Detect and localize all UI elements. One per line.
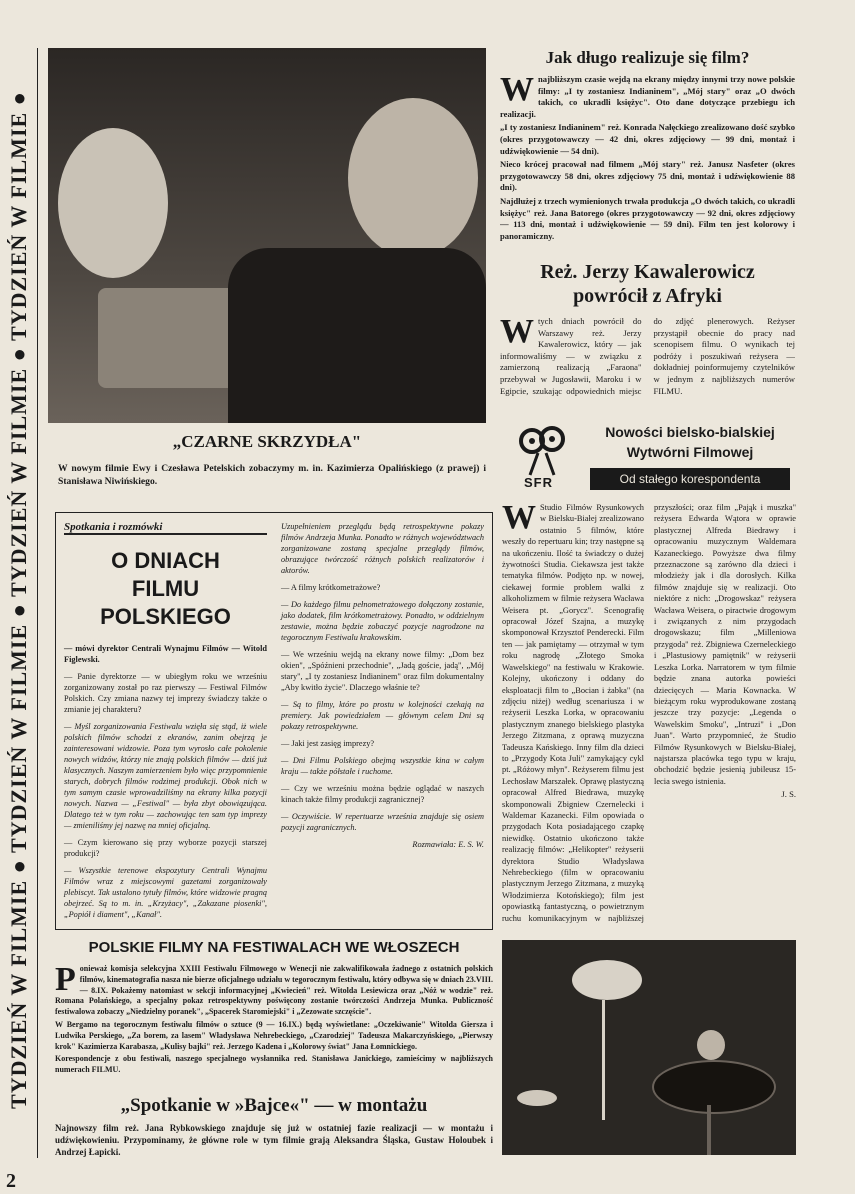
kawalerowicz-article xyxy=(500,260,795,405)
bajka-article xyxy=(55,1094,493,1164)
spotkania-signature: Rozmawiała: E. S. W. xyxy=(412,840,484,849)
vertical-rule xyxy=(37,48,38,1158)
spotkania-question: — A filmy krótkometrażowe? xyxy=(281,583,381,592)
jak-dlugo-dropcap: W xyxy=(500,71,534,108)
spotkania-question: — Jaki jest zasięg imprezy? xyxy=(281,739,375,748)
still-nest xyxy=(652,1060,776,1114)
jak-dlugo-article xyxy=(500,48,795,253)
czarne-title: „CZARNE SKRZYDŁA" xyxy=(172,432,362,451)
festiwale-title: POLSKIE FILMY NA FESTIWALACH WE WŁOSZECH xyxy=(88,939,460,956)
bocian-i-zabka-still xyxy=(502,940,796,1155)
festiwale-dropcap: P xyxy=(55,961,76,998)
nowosci-title xyxy=(580,422,800,490)
spotkania-answer: — Wszystkie terenowe ekspozytury Centrali Wynajmu Filmów wraz z miejscowymi gazetami zorganizowały plebiscyt. Tak ustalono tytuły filmów, które widzowie pragną obejrzeć. Są to m. in. „Krzyżacy", „Zakazane piosenki", „Popiół i diament", „Kanał". xyxy=(64,866,267,919)
spotkania-title-2: FILMU POLSKIEGO xyxy=(100,576,231,629)
spotkania-answer: — Oczywiście. W repertuarze września znajduje się osiem pozycji zagranicznych. xyxy=(281,812,484,832)
side-banner xyxy=(4,40,34,1160)
nowosci-title-1: Nowości bielsko-bialskiej xyxy=(605,424,775,440)
jak-dlugo-paragraph-1: Wnajbliższym czasie wejdą na ekrany między innymi trzy nowe polskie filmy: „I ty zostaniesz Indianinem", „Mój stary" oraz „O dwóch takich, co ukradli księżyc". Oto dane dotyczące przebiegu ich realizacji. xyxy=(500,71,795,119)
still-frog xyxy=(697,1030,725,1060)
bajka-title: „Spotkanie w »Bajce«" — w montażu xyxy=(120,1095,428,1116)
photo-body-right xyxy=(228,248,486,423)
still-tree-trunk xyxy=(707,1105,711,1155)
nowosci-body xyxy=(502,502,796,927)
jak-dlugo-paragraph-3: Nieco krócej pracował nad filmem „Mój stary" reż. Janusz Nasfeter (okres przygotowawczy 58 dni, okres zdjęciowy 75 dni, montaż i udźwiękowienie 88 dni). xyxy=(500,159,795,193)
spotkania-intro: — mówi dyrektor Centrali Wynajmu Filmów — Witold Figlewski. xyxy=(64,644,267,664)
spotkania-answer: Uzupełnieniem przeglądu będą retrospektywne pokazy filmów Andrzeja Munka. Ponadto w różnych województwach zorganizowane zostaną specjalne przeglądy filmów, obrazujące twórczość różnych polskich realizatorów i aktorów. xyxy=(281,522,484,575)
spotkania-box xyxy=(55,512,493,930)
kawalerowicz-dropcap: W xyxy=(500,313,534,350)
spotkania-answer: — Dni Filmu Polskiego obejmą wszystkie kina w całym kraju — także półstałe i ruchome. xyxy=(281,756,484,776)
nowosci-title-2: Wytwórni Filmowej xyxy=(626,444,754,460)
still-stork-body xyxy=(572,960,642,1000)
side-banner-text: TYDZIEŃ W FILMIE ● TYDZIEŃ W FILMIE ● TYDZIEŃ W FILMIE ● TYDZIEŃ W FILMIE ● xyxy=(6,91,31,1109)
spotkania-question: — Czym kierowano się przy wyborze pozycji starszej produkcji? xyxy=(64,838,267,858)
jak-dlugo-title: Jak długo realizuje się film? xyxy=(545,48,750,67)
spotkania-answer: — Do każdego filmu pełnometrażowego dołączony zostanie, jako dodatek, film krótkometrażowy. Ponadto, w oddzielnym zestawie, można będzie zobaczyć pozycje nagrodzone na tegorocznym Festiwalu krakowskim. xyxy=(281,600,484,642)
czarne-caption-text: W nowym filmie Ewy i Czesława Petelskich zobaczymy m. in. Kazimierza Opalińskiego (z prawej) i Stanisława Niwińskiego. xyxy=(58,463,486,487)
festiwale-paragraph-1: Ponieważ komisja selekcyjna XXIII Festiwalu Filmowego w Wenecji nie zakwalifikowała żadnego z ostatnich polskich filmów, kinematografia nasza nie bierze oficjalnego udziału w tegorocznym festiwalu, który odbywa się w dniach 23.VIII. — 8.IX. Pokażemy natomiast w sekcji informacyjnej „Kwiecień" reż. Witolda Lesiewicza oraz „Nóż w wodzie" reż. Romana Polańskiego, a specjalny pokaz retrospektywny poświęcony zostanie twórczości Andrzeja Munka. Publiczność festiwalowa zobaczy „Niedzielny poranek", „Spacerek Staromiejski" i „Zezowate szczęście". xyxy=(55,961,493,1017)
festiwale-paragraph-3: Korespondencje z obu festiwali, naszego specjalnego wysłannika red. Stanisława Janickiego, zamieścimy w najbliższych numerach FILMU. xyxy=(55,1054,493,1075)
sfr-logo xyxy=(518,425,568,493)
spotkania-section-label: Spotkania i rozmówki xyxy=(64,521,267,535)
spotkania-answer: — Myśl zorganizowania Festiwalu wzięła się stąd, iż wiele polskich filmów schodzi z ekranów, zanim obejrzą je zainteresowani widzowie. Poza tym wyrosło całe pokolenie nowych widzów, którzy nie znają polskich filmów — dziś już klasycznych. Naszym zamierzeniem było więc przypomnienie starych, dobrych filmów rodzimej produkcji. Obok nich w tym samym czasie wprowadziliśmy na ekrany kilka pozycji nowych. Nazwa — „Festiwal" — była zbyt obowiązująca. Dlatego też w tym roku — zachowując ten sam typ imprezy — zmieniliśmy jej nazwę na mniej oficjalną. xyxy=(64,722,267,830)
photo-figure-left xyxy=(58,128,168,278)
kawalerowicz-text: tych dniach powrócił do Warszawy reż. Jerzy Kawalerowicz, który — jak informowaliśmy — w związku z zamierzoną realizacją „Faraona" przebywał w Jugosławii, Maroku i w Egipcie, szukając odpowiednich miejsc do zdjęć plenerowych. Reżyser przystąpił obecnie do pracy nad scenopisem filmu. O wynikach tej podróży i poszukiwań reżysera — dokładniej poinformujemy czytelników w jednym z najbliższych numerów FILMU. xyxy=(500,316,795,396)
jak-dlugo-paragraph-4: Najdłużej z trzech wymienionych trwała produkcja „O dwóch takich, co ukradli księżyc" reż. Jana Batorego (okres przygotowawczy — 92 dni, okres zdjęciowy — 113 dni, montaż i udźwiękowienie — 59 dni). Film ten jest kolorowy i panoramiczny. xyxy=(500,195,795,241)
nowosci-dropcap: W xyxy=(502,502,536,536)
czarne-caption xyxy=(58,462,486,488)
sfr-logo-text: SFR xyxy=(524,475,553,490)
czarne-skrzydla-photo xyxy=(48,48,486,423)
still-cloud xyxy=(517,1090,557,1106)
spotkania-question: — Czy we wrześniu można będzie oglądać w naszych kinach także filmy produkcji zagranicznej? xyxy=(281,784,484,804)
nowosci-text: Studio Filmów Rysunkowych w Bielsku-Białej zrealizowano ostatnio 5 filmów, które weszły do repertuaru kin; trzy następne są na ukończeniu. Ilość ta świadczy o dużej żywotności Studia. Ciekawsza jest także tematyka filmów. Podjęto np. w nowej, ciekawej formie problem walki z alkoholizmem w filmie reżysera Wacława Weisera pt. „Gorycz". Scenografię opracował Józef Szajna, a muzykę skomponował Krzysztof Penderecki. Film ten — jak pamiętamy — otrzymał w tym roku nagrodę „Złotego Smoka Wawelskiego" na festiwalu w Krakowie. Kolejny, ukończony i oddany do eksploatacji film to „Bocian i żabka" (na zdjęciu niżej) według scenariusza i w reżyserii Leszka Lorka, w opracowaniu plastycznym znanego bielskiego plastyka Jerzego Zitzmana, z oprawą muzyczna Tadeusza Kańskiego. Inny film dla dzieci to „Przygody Kota Juli" zamykający cykl pt. „Różowy młyn". Reżyserem filmu jest Lechosław Marszałek. Oprawę plastyczną opracował Alfred Biedrawa, muzykę skomponowali Zbigniew Czernelecki i Waldemar Kazanecki. Film opowiada o przygodach Kota posiadającego czapkę niewidkę. Ostatnio ukończono także realizację filmów: „Helikopter" reżyserii dyrektora Studio Władysława Nehrebeckiego (film w opracowaniu plastycznym Jerzego Zitzmana, z muzyką Włodzimierza Kotońskiego); film jest opowiastką fantastyczną, o powietrznym ruchu komunikacyjnym w najbliższej przyszłości; oraz film „Pająk i muszka" reżysera Edwarda Wątora w oprawie plastycznej Alfreda Biedrawy i opracowaniu muzycznym Waldemara Kazaneckiego. Powyższe dwa filmy przeznaczone są zarówno dla dzieci i młodzieży jak i dla dorosłych. Kilka filmów znajduje się w realizacji. Oto niektóre z nich: „Drogowskaz" reżysera Wacława Weisera, o piractwie drogowym i związanych z nim przygodach drogowskazu; film „Milleniowa przygoda" reż. Zbigniewa Czerneleckiego i „Plastusiowy pamiętnik" w reżyserii Leszka Lorka. Narratorem w tym filmie będzie znana autorka powieści dziecięcych — Maria Kownacka. W bieżącym roku wyprodukowane zostaną jeszcze trzy pozycje: „Legenda o Wawelskim Smoku", „Intruzi" i „Don Juan". Warto przypomnieć, że Studio Filmów Rysunkowych w Bielsku-Białej, najstarsza placówka tego typu w kraju, obchodzić będzie jesienią jubileusz 15-lecia swego istnienia. xyxy=(502,503,796,923)
bajka-text: Najnowszy film reż. Jana Rybkowskiego znajduje się już w ostatniej fazie realizacji — w montażu i udźwiękowieniu. Przypominamy, że główne role w tym filmie grają Aleksandra Śląska, Gustaw Holoubek i Andrzej Łapicki. xyxy=(55,1123,493,1157)
spotkania-question: — Panie dyrektorze — w ubiegłym roku we wrześniu zorganizowany został po raz pierwszy — Festiwal Filmów Polskich. Czy zmiana nazwy tej imprezy świadczy także o zmianie jej charakteru? xyxy=(64,672,267,714)
spotkania-answer: — Są to filmy, które po prostu w kolejności czekają na premiery. Jak powiedziałem — głównym celem Dni są pokazy retrospektywne. xyxy=(281,700,484,731)
kawalerowicz-title-1: Reż. Jerzy Kawalerowicz xyxy=(540,261,755,283)
nowosci-signature: J. S. xyxy=(781,789,796,800)
kawalerowicz-body xyxy=(500,313,795,398)
jak-dlugo-paragraph-2: „I ty zostaniesz Indianinem" reż. Konrada Nałęckiego zrealizowano dość szybko (okres przygotowawczy — 42 dni, okres zdjęciowy — 99 dni, montaż i udźwiękowienie — 54 dni). xyxy=(500,122,795,156)
spotkania-title-1: O DNIACH xyxy=(111,548,220,573)
kawalerowicz-title-2: powrócił z Afryki xyxy=(573,285,722,307)
spotkania-question: — We wrześniu wejdą na ekrany nowe filmy: „Dom bez okien", „Spóźnieni przechodnie", „Jadą goście, jadą", „Mój stary", „I ty zostaniesz Indianinem" oraz film dokumentalny „Aby kwitło życie". Dlaczego właśnie te? xyxy=(281,650,484,692)
festiwale-paragraph-2: W Bergamo na tegorocznym festiwalu filmów o sztuce (9 — 16.IX.) będą wyświetlane: „Oczekiwanie" Witolda Giersza i Ludwika Perskiego, „Za borem, za lasem" Władysława Nehrebeckiego, „Czarodziej" Tadeusza Makarczyńskiego, „Pierwszy krok" Kazimierza Karabasza, „Kulisy bajki" reż. Jerzego Kadena i „Kolorowy świat" Jana Łomnickiego. xyxy=(55,1019,493,1051)
correspondent-badge: Od stałego korespondenta xyxy=(590,468,790,490)
festiwale-article xyxy=(55,938,493,1088)
still-stork-leg xyxy=(602,1000,605,1120)
photo-figure-right xyxy=(348,98,478,258)
page-number: 2 xyxy=(6,1170,16,1192)
